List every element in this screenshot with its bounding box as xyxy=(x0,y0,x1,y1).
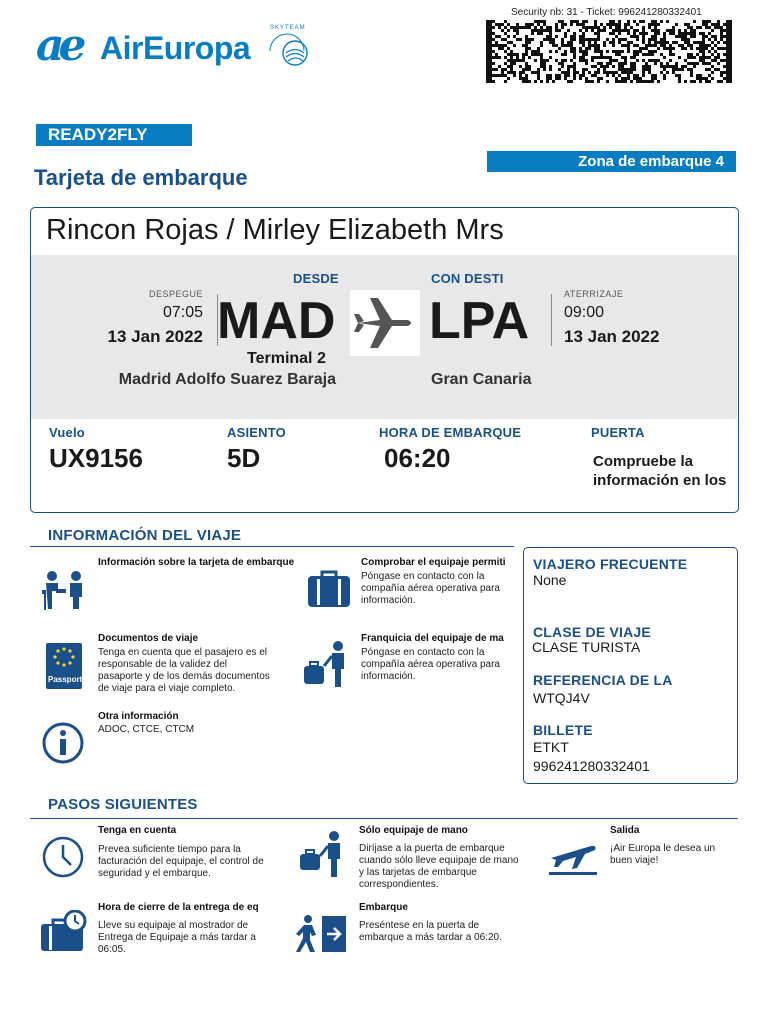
travel-class-value: CLASE TURISTA xyxy=(532,639,641,655)
info-item-text: Tenga en cuenta que el pasajero es el responsable de la validez del pasaporte y de los demás documentos de viaje para el viaje completo. xyxy=(98,647,270,694)
suitcase-icon xyxy=(306,569,352,609)
info-item-text: Póngase en contacto con la compañía aérea operativa para información. xyxy=(361,571,500,606)
passport-icon xyxy=(46,643,82,689)
boarding-card xyxy=(30,207,739,513)
boarding-gate-icon xyxy=(296,914,348,954)
boarding-time: 06:20 xyxy=(384,443,451,473)
security-line: Security nb: 31 - Ticket: 996241280332401 xyxy=(511,7,702,18)
boarding-zone-badge: Zona de embarque 4 xyxy=(487,151,736,172)
paso-text: Lleve su equipaje al mostrador de Entrega de Equipaje a más tardar a 06:05. xyxy=(98,920,256,955)
ticket-number-value: 996241280332401 xyxy=(533,758,650,774)
viajero-label: VIAJERO FRECUENTE xyxy=(533,556,688,572)
info-item-title: Franquicia del equipaje de ma xyxy=(361,633,504,644)
arrival-date: 13 Jan 2022 xyxy=(564,327,660,346)
origin-code: MAD xyxy=(217,292,336,350)
divider-right xyxy=(551,294,552,346)
logo-mark-icon: ae xyxy=(36,20,81,71)
clock-icon xyxy=(41,835,85,879)
con-desti-label: CON DESTI xyxy=(431,271,504,286)
person-luggage-icon xyxy=(300,640,352,690)
desde-label: DESDE xyxy=(293,271,339,286)
frequent-flyer-value: None xyxy=(533,572,567,588)
origin-name: Madrid Adolfo Suarez Baraja xyxy=(118,371,336,388)
paso-title: Embarque xyxy=(359,902,408,913)
luggage-clock-icon xyxy=(39,910,89,952)
paso-title: Hora de cierre de la entrega de eq xyxy=(98,902,259,913)
despegue-label: DESPEGUE xyxy=(148,289,203,299)
destination-name: Gran Canaria xyxy=(431,371,532,388)
departure-date: 13 Jan 2022 xyxy=(107,327,203,346)
skyteam-icon xyxy=(262,26,312,76)
flight-number: UX9156 xyxy=(49,443,143,473)
info-viaje-rule xyxy=(30,546,514,547)
puerta-label: PUERTA xyxy=(591,425,645,440)
pasos-rule xyxy=(30,818,738,819)
info-item-title: Comprobar el equipaje permiti xyxy=(361,557,506,568)
paso-title: Tenga en cuenta xyxy=(98,825,177,836)
asiento-label: ASIENTO xyxy=(227,425,286,440)
paso-title: Sólo equipaje de mano xyxy=(359,825,468,836)
ticket-type-value: ETKT xyxy=(533,739,569,755)
destination-code: LPA xyxy=(429,292,530,350)
pasos-heading: PASOS SIGUIENTES xyxy=(48,796,198,813)
skyteam-label: SKYTEAM xyxy=(270,25,306,31)
seat-number: 5D xyxy=(227,443,261,473)
hora-label: HORA DE EMBARQUE xyxy=(379,425,522,440)
info-viaje-heading: INFORMACIÓN DEL VIAJE xyxy=(48,527,242,544)
traveler-info-box xyxy=(523,547,738,784)
airline-logo xyxy=(36,22,326,78)
paso-title: Salida xyxy=(610,825,640,836)
info-item-title: Información sobre la tarjeta de embarque xyxy=(98,557,295,568)
referencia-label: REFERENCIA DE LA xyxy=(533,672,673,688)
plane-icon xyxy=(350,290,420,356)
passport-label: Passport xyxy=(48,675,83,684)
page-title: Tarjeta de embarque xyxy=(34,165,248,190)
info-item-text: Póngase en contacto con la compañía aérea operativa para información. xyxy=(361,647,500,682)
info-circle-icon xyxy=(41,721,85,765)
clase-label: CLASE DE VIAJE xyxy=(533,624,651,640)
paso-text: Preséntese en la puerta de embarque a más tardar a 06:20. xyxy=(359,920,502,943)
info-item-text: ADOC, CTCE, CTCM xyxy=(98,724,195,735)
paso-text: Diríjase a la puerta de embarque cuando sólo lleve equipaje de mano y las tarjetas de embarque correspondientes. xyxy=(359,843,519,890)
people-desk-icon xyxy=(40,568,86,610)
departure-time: 07:05 xyxy=(162,304,203,321)
logo-text: AirEuropa xyxy=(100,30,251,66)
vuelo-label: Vuelo xyxy=(49,425,85,440)
plane-takeoff-icon xyxy=(547,836,599,876)
billete-label: BILLETE xyxy=(533,722,593,738)
info-item-title: Documentos de viaje xyxy=(98,633,199,644)
gate-info: Compruebe la información en los xyxy=(593,453,727,489)
person-hand-luggage-icon xyxy=(296,830,348,880)
paso-text: ¡Air Europa le desea un buen viaje! xyxy=(610,843,716,866)
paso-text: Prevea suficiente tiempo para la facturación del equipaje, el control de seguridad y el embarque. xyxy=(98,844,264,879)
booking-reference-value: WTQJ4V xyxy=(533,690,590,706)
info-item-title: Otra información xyxy=(98,711,179,722)
terminal: Terminal 2 xyxy=(247,350,326,367)
arrival-time: 09:00 xyxy=(564,304,605,321)
aterrizaje-label: ATERRIZAJE xyxy=(564,289,624,299)
ready2fly-badge: READY2FLY xyxy=(36,124,192,146)
barcode-icon xyxy=(486,20,734,84)
passenger-name: Rincon Rojas / Mirley Elizabeth Mrs xyxy=(46,214,504,246)
